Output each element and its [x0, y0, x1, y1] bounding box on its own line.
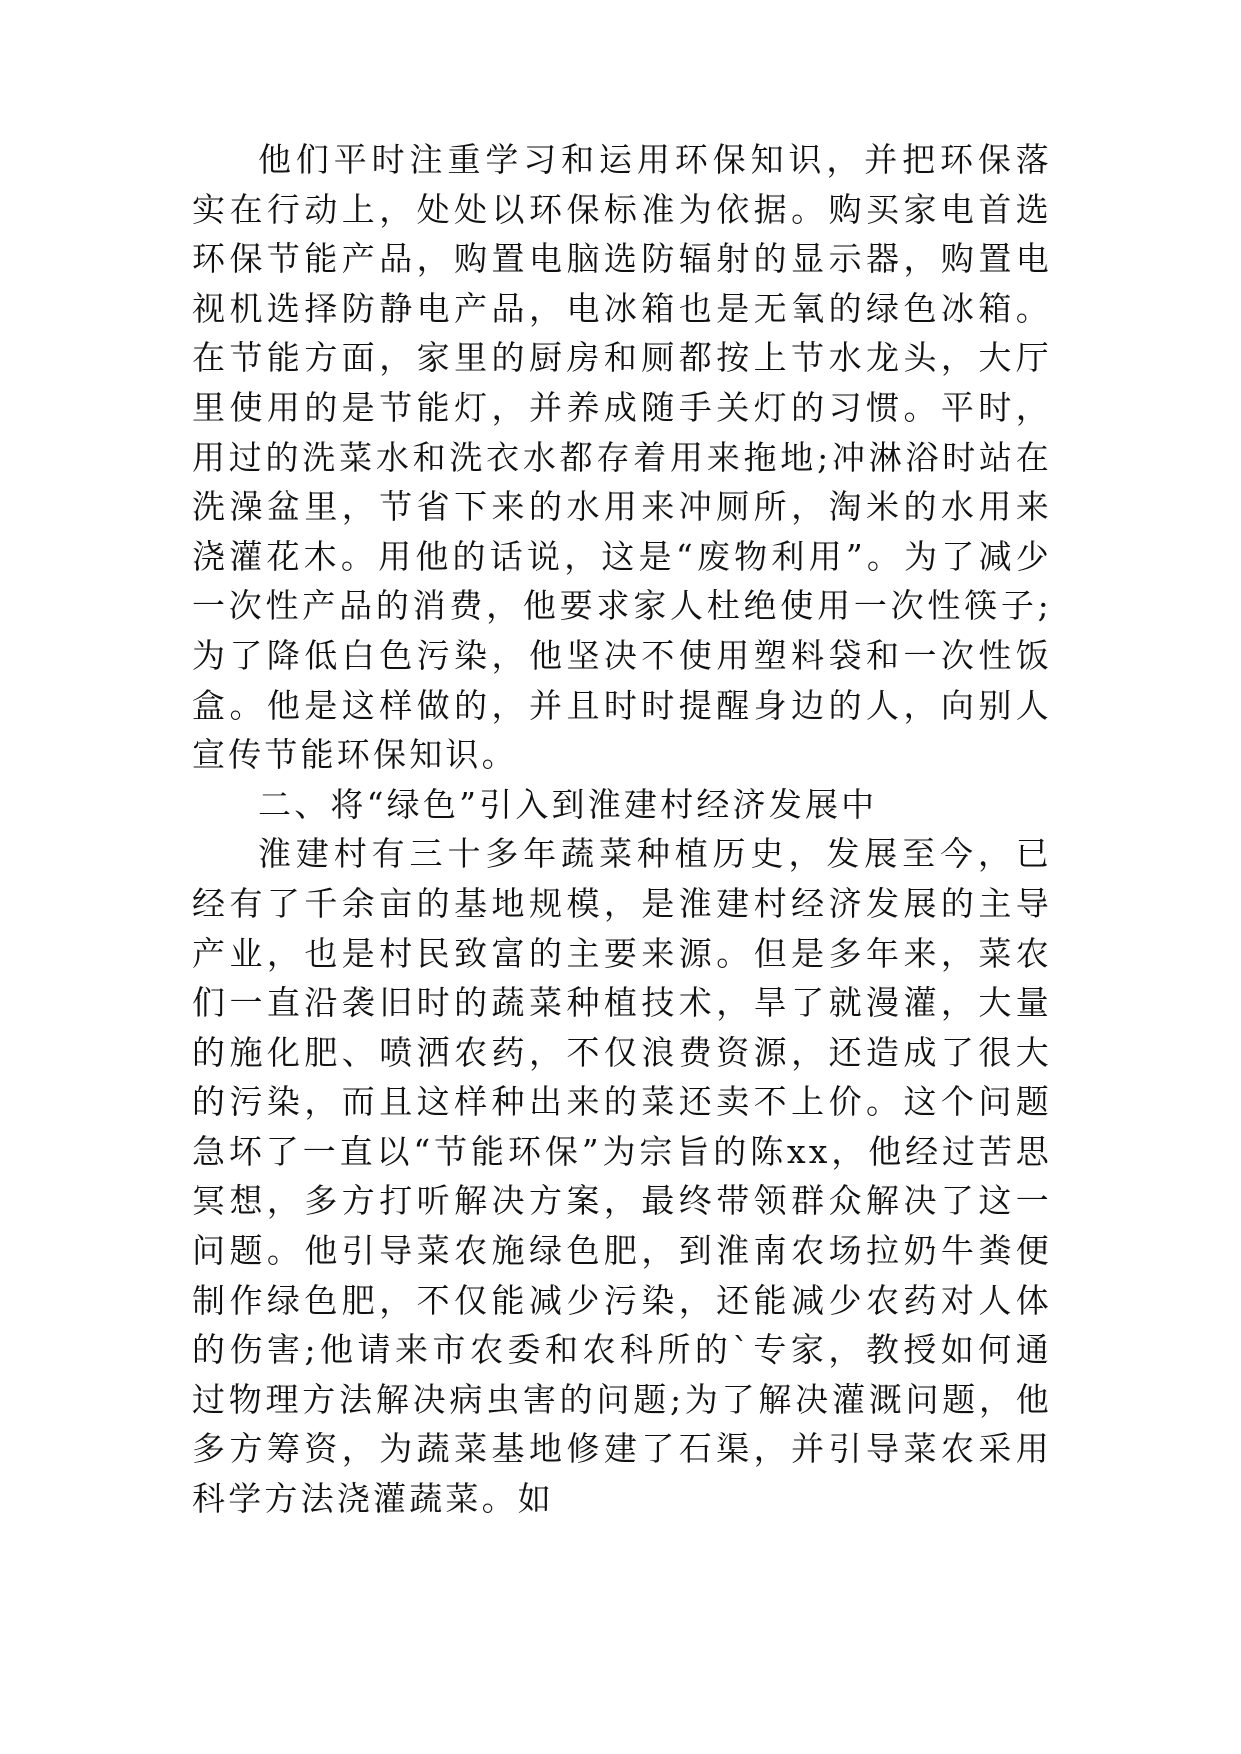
- paragraph-environmental-habits: 他们平时注重学习和运用环保知识，并把环保落实在行动上，处处以环保标准为依据。购买家电首选环保节能产品，购置电脑选防辐射的显示器，购置电视机选择防静电产品，电冰箱也是无氧的绿色冰箱。在节能方面，家里的厨房和厕都按上节水龙头，大厅里使用的是节能灯，并养成随手关灯的习惯。平时，用过的洗菜水和洗衣水都存着用来拖地;冲淋浴时站在洗澡盆里，节省下来的水用来冲厕所，淘米的水用来浇灌花木。用他的话说，这是“废物利用”。为了减少一次性产品的消费，他要求家人杜绝使用一次性筷子;为了降低白色污染，他坚决不使用塑料袋和一次性饭盒。他是这样做的，并且时时提醒身边的人，向别人宣传节能环保知识。: [192, 140, 1052, 775]
- paragraph-vegetable-planting: 淮建村有三十多年蔬菜种植历史，发展至今，已经有了千余亩的基地规模，是淮建村经济发展的主导产业，也是村民致富的主要来源。但是多年来，菜农们一直沿袭旧时的蔬菜种植技术，旱了就漫灌，大量的施化肥、喷洒农药，不仅浪费资源，还造成了很大的污染，而且这样种出来的菜还卖不上价。这个问题急坏了一直以“节能环保”为宗旨的陈xx，他经过苦思冥想，多方打听解决方案，最终带领群众解决了这一问题。他引导菜农施绿色肥，到淮南农场拉奶牛粪便制作绿色肥，不仅能减少污染，还能减少农药对人体的伤害;他请来市农委和农科所的`专家，教授如何通过物理方法解决病虫害的问题;为了解决灌溉问题，他多方筹资，为蔬菜基地修建了石渠，并引导菜农采用科学方法浇灌蔬菜。如: [192, 834, 1052, 1519]
- document-body: [192, 135, 1052, 1524]
- section-heading-green-economy: 二、将“绿色”引入到淮建村经济发展中: [258, 784, 878, 824]
